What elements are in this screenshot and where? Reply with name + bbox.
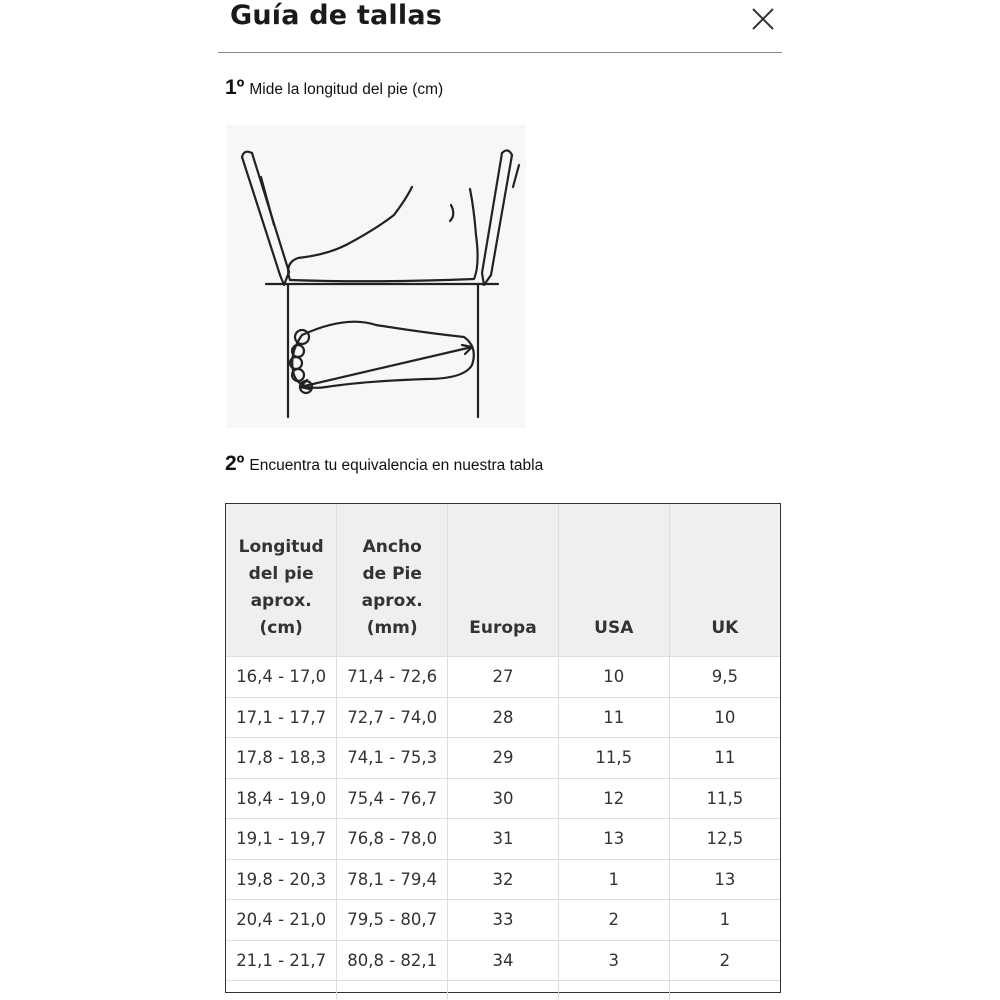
cell-foot-length: 19,1 - 19,7	[226, 819, 337, 860]
size-guide-modal	[218, 0, 782, 1000]
cell-usa: 2	[558, 900, 669, 941]
header-line: UK	[711, 618, 739, 638]
cell-foot-length: 17,8 - 18,3	[226, 738, 337, 779]
header-europa	[448, 504, 559, 657]
step-1-text: Mide la longitud del pie (cm)	[249, 81, 444, 98]
cell-foot-width: 79,5 - 80,7	[337, 900, 448, 941]
cell-uk: 10	[669, 697, 780, 738]
cell-europa: 28	[448, 697, 559, 738]
step-1-number: 1º	[225, 76, 245, 99]
cell-europa: 32	[448, 859, 559, 900]
table-row	[226, 819, 780, 860]
header-line: Europa	[469, 618, 537, 638]
cell-uk: 11	[669, 738, 780, 779]
header-line: (cm)	[259, 618, 303, 638]
header-usa	[558, 504, 669, 657]
table-row	[226, 657, 780, 698]
header-line: Longitud	[238, 537, 324, 557]
cell-foot-length: 20,4 - 21,0	[226, 900, 337, 941]
empty-cell	[558, 981, 669, 1000]
cell-europa: 27	[448, 657, 559, 698]
table-row	[226, 940, 780, 981]
table-row	[226, 859, 780, 900]
cell-europa: 29	[448, 738, 559, 779]
size-table-container	[225, 503, 781, 993]
close-button[interactable]	[748, 4, 778, 34]
cell-uk: 13	[669, 859, 780, 900]
cell-usa: 12	[558, 778, 669, 819]
cell-usa: 11	[558, 697, 669, 738]
cell-foot-width: 80,8 - 82,1	[337, 940, 448, 981]
cell-foot-length: 17,1 - 17,7	[226, 697, 337, 738]
cell-uk: 11,5	[669, 778, 780, 819]
modal-header	[218, 0, 782, 53]
cell-uk: 12,5	[669, 819, 780, 860]
cell-usa: 13	[558, 819, 669, 860]
empty-cell	[669, 981, 780, 1000]
cell-europa: 30	[448, 778, 559, 819]
table-row-empty	[226, 981, 780, 1000]
cell-europa: 33	[448, 900, 559, 941]
header-uk	[669, 504, 780, 657]
step-1-heading	[225, 76, 443, 100]
cell-foot-width: 75,4 - 76,7	[337, 778, 448, 819]
empty-cell	[226, 981, 337, 1000]
cell-foot-length: 16,4 - 17,0	[226, 657, 337, 698]
table-header-row	[226, 504, 780, 657]
cell-europa: 34	[448, 940, 559, 981]
cell-foot-width: 78,1 - 79,4	[337, 859, 448, 900]
table-row	[226, 738, 780, 779]
empty-cell	[337, 981, 448, 1000]
header-line: del pie	[248, 564, 314, 584]
step-2-number: 2º	[225, 452, 245, 475]
table-row	[226, 900, 780, 941]
empty-cell	[448, 981, 559, 1000]
header-foot-width	[337, 504, 448, 657]
cell-foot-width: 72,7 - 74,0	[337, 697, 448, 738]
cell-uk: 2	[669, 940, 780, 981]
cell-foot-width: 71,4 - 72,6	[337, 657, 448, 698]
cell-foot-length: 21,1 - 21,7	[226, 940, 337, 981]
foot-measure-icon	[226, 125, 526, 428]
step-2-text: Encuentra tu equivalencia en nuestra tabla	[249, 457, 544, 474]
cell-foot-length: 19,8 - 20,3	[226, 859, 337, 900]
close-icon	[748, 4, 778, 34]
cell-usa: 11,5	[558, 738, 669, 779]
table-row	[226, 778, 780, 819]
size-table	[226, 504, 780, 1000]
header-line: aprox.	[361, 591, 423, 611]
table-row	[226, 697, 780, 738]
cell-usa: 1	[558, 859, 669, 900]
header-line: USA	[594, 618, 634, 638]
foot-measure-illustration	[226, 125, 526, 428]
cell-usa: 10	[558, 657, 669, 698]
cell-uk: 1	[669, 900, 780, 941]
header-foot-length	[226, 504, 337, 657]
header-line: aprox.	[250, 591, 312, 611]
modal-title: Guía de tallas	[230, 0, 443, 31]
cell-uk: 9,5	[669, 657, 780, 698]
cell-usa: 3	[558, 940, 669, 981]
cell-europa: 31	[448, 819, 559, 860]
step-2-heading	[225, 452, 543, 476]
header-line: (mm)	[366, 618, 418, 638]
cell-foot-length: 18,4 - 19,0	[226, 778, 337, 819]
header-line: Ancho	[362, 537, 422, 557]
table-body	[226, 657, 780, 1000]
header-line: de Pie	[362, 564, 422, 584]
cell-foot-width: 74,1 - 75,3	[337, 738, 448, 779]
cell-foot-width: 76,8 - 78,0	[337, 819, 448, 860]
